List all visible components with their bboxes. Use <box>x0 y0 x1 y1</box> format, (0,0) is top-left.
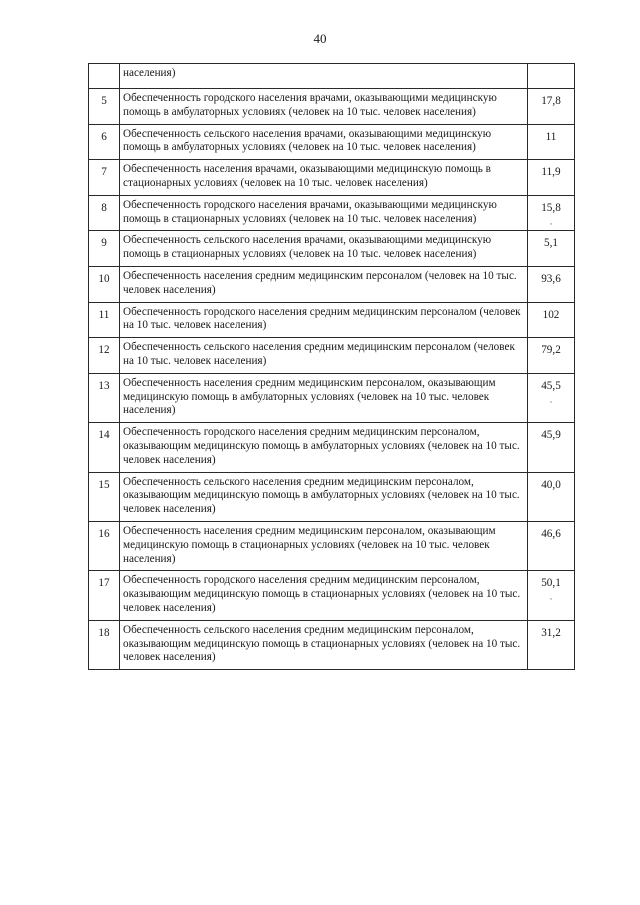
table-row <box>89 89 575 125</box>
indicator-cell <box>120 373 528 422</box>
indicator-value-cell <box>528 302 575 338</box>
indicator-value-cell <box>528 373 575 422</box>
indicator-value: 45,9 <box>541 429 561 442</box>
indicator-cell <box>120 231 528 267</box>
row-number: 15 <box>89 472 120 521</box>
indicator-value: 17,8 <box>541 95 561 107</box>
table-row <box>89 195 575 231</box>
indicator-cell <box>120 521 528 570</box>
row-number: 11 <box>89 302 120 338</box>
table-row <box>89 423 575 472</box>
row-number <box>89 64 120 89</box>
indicator-cell <box>120 338 528 374</box>
table-row <box>89 266 575 302</box>
scan-watermark <box>88 868 90 877</box>
indicator-value: 11 <box>545 130 557 143</box>
scan-speck: · <box>549 396 553 407</box>
table-row <box>89 571 575 620</box>
indicator-value: 102 <box>542 308 560 321</box>
row-number: 6 <box>89 124 120 160</box>
indicator-description: Обеспеченность городского населения средним медицинским персоналом, оказывающим медицинскую помощь в амбулаторных условиях (человек на 10 тыс. человек населения) <box>123 426 520 466</box>
indicator-value: 31,2 <box>541 626 561 639</box>
indicator-description: Обеспеченность сельского населения средним медицинским персоналом, оказывающим медицинскую помощь в амбулаторных условиях (человек на 10 тыс. человек населения) <box>123 475 520 516</box>
indicator-value: 79,2 <box>541 344 561 357</box>
indicator-description: Обеспеченность населения средним медицинским персоналом, оказывающим медицинскую помощь в стационарных условиях (человек на 10 тыс. человек населения) <box>123 524 496 565</box>
row-number: 13 <box>89 373 120 422</box>
row-number: 10 <box>89 266 120 302</box>
indicator-description: Обеспеченность сельского населения врачами, оказывающими медицинскую помощь в амбулаторных условиях (человек на 10 тыс. человек населения) <box>123 127 492 154</box>
indicator-description: Обеспеченность сельского населения средним медицинским персоналом (человек на 10 тыс. человек населения) <box>123 341 515 367</box>
indicator-cell <box>120 160 528 196</box>
indicator-value-cell <box>528 521 575 570</box>
indicator-value: 11,9 <box>541 166 561 179</box>
indicator-value: 45,5 <box>541 379 561 392</box>
indicator-value: 5,1 <box>544 237 558 250</box>
indicator-value: 46,6 <box>541 527 561 540</box>
indicator-cell <box>120 89 528 125</box>
table-row <box>89 302 575 338</box>
indicator-cell <box>120 64 528 89</box>
indicator-value-cell <box>528 195 575 231</box>
table-row <box>89 338 575 374</box>
indicator-description: Обеспеченность городского населения врачами, оказывающими медицинскую помощь в стационарных условиях (человек на 10 тыс. человек населения) <box>123 198 497 225</box>
indicator-description: Обеспеченность населения врачами, оказывающими медицинскую помощь в стационарных условиях (человек на 10 тыс. человек населения) <box>123 163 491 189</box>
indicator-value: 50,1 <box>541 577 561 590</box>
table-row <box>89 472 575 521</box>
indicator-description: Обеспеченность городского населения врачами, оказывающими медицинскую помощь в амбулаторных условиях (человек на 10 тыс. человек населения) <box>123 92 497 118</box>
indicator-cell <box>120 472 528 521</box>
indicator-description: Обеспеченность городского населения средним медицинским персоналом, оказывающим медицинскую помощь в стационарных условиях (человек на 10 тыс. человек населения) <box>123 574 521 614</box>
row-number: 14 <box>89 423 120 472</box>
indicator-value-cell <box>528 472 575 521</box>
indicator-value-cell <box>528 571 575 620</box>
indicator-cell <box>120 423 528 472</box>
table-row <box>89 124 575 160</box>
indicator-value-cell <box>528 64 575 89</box>
row-number: 9 <box>89 231 120 267</box>
row-number: 5 <box>89 89 120 125</box>
indicators-table <box>88 63 575 670</box>
scan-speck: · <box>549 218 553 229</box>
indicator-description: Обеспеченность населения средним медицинским персоналом, оказывающим медицинскую помощь в амбулаторных условиях (человек на 10 тыс. человек населения) <box>123 376 496 417</box>
table-row <box>89 64 575 89</box>
indicator-value-cell <box>528 338 575 374</box>
table-row <box>89 620 575 669</box>
indicator-value-cell <box>528 231 575 267</box>
indicator-value-cell <box>528 124 575 160</box>
indicator-cell <box>120 195 528 231</box>
row-number: 7 <box>89 160 120 196</box>
indicator-description: Обеспеченность сельского населения врачами, оказывающими медицинскую помощь в стационарных условиях (человек на 10 тыс. человек населения) <box>123 234 492 261</box>
table-row <box>89 160 575 196</box>
page-number: 40 <box>313 31 327 46</box>
indicator-description: населения) <box>123 67 176 79</box>
indicator-value-cell <box>528 89 575 125</box>
indicator-value-cell <box>528 266 575 302</box>
indicator-cell <box>120 302 528 338</box>
row-number: 16 <box>89 521 120 570</box>
row-number: 17 <box>89 571 120 620</box>
indicator-description: Обеспеченность городского населения средним медицинским персоналом (человек на 10 тыс. человек населения) <box>123 305 521 332</box>
row-number: 8 <box>89 195 120 231</box>
table-row <box>89 373 575 422</box>
indicator-value-cell <box>528 620 575 669</box>
row-number: 18 <box>89 620 120 669</box>
indicator-cell <box>120 124 528 160</box>
indicator-value: 93,6 <box>541 272 561 285</box>
scan-speck: · <box>549 594 553 605</box>
table-body <box>89 64 575 670</box>
indicator-cell <box>120 620 528 669</box>
indicator-description: Обеспеченность населения средним медицинским персоналом (человек на 10 тыс. человек населения) <box>123 269 517 296</box>
table-row <box>89 521 575 570</box>
table-row <box>89 231 575 267</box>
indicator-cell <box>120 571 528 620</box>
indicator-description: Обеспеченность сельского населения средним медицинским персоналом, оказывающим медицинскую помощь в стационарных условиях (человек на 10 тыс. человек населения) <box>123 623 521 664</box>
row-number: 12 <box>89 338 120 374</box>
indicator-value-cell <box>528 423 575 472</box>
indicator-value-cell <box>528 160 575 196</box>
indicator-value: 40,0 <box>541 478 561 491</box>
indicator-cell <box>120 266 528 302</box>
indicator-value: 15,8 <box>541 201 561 214</box>
